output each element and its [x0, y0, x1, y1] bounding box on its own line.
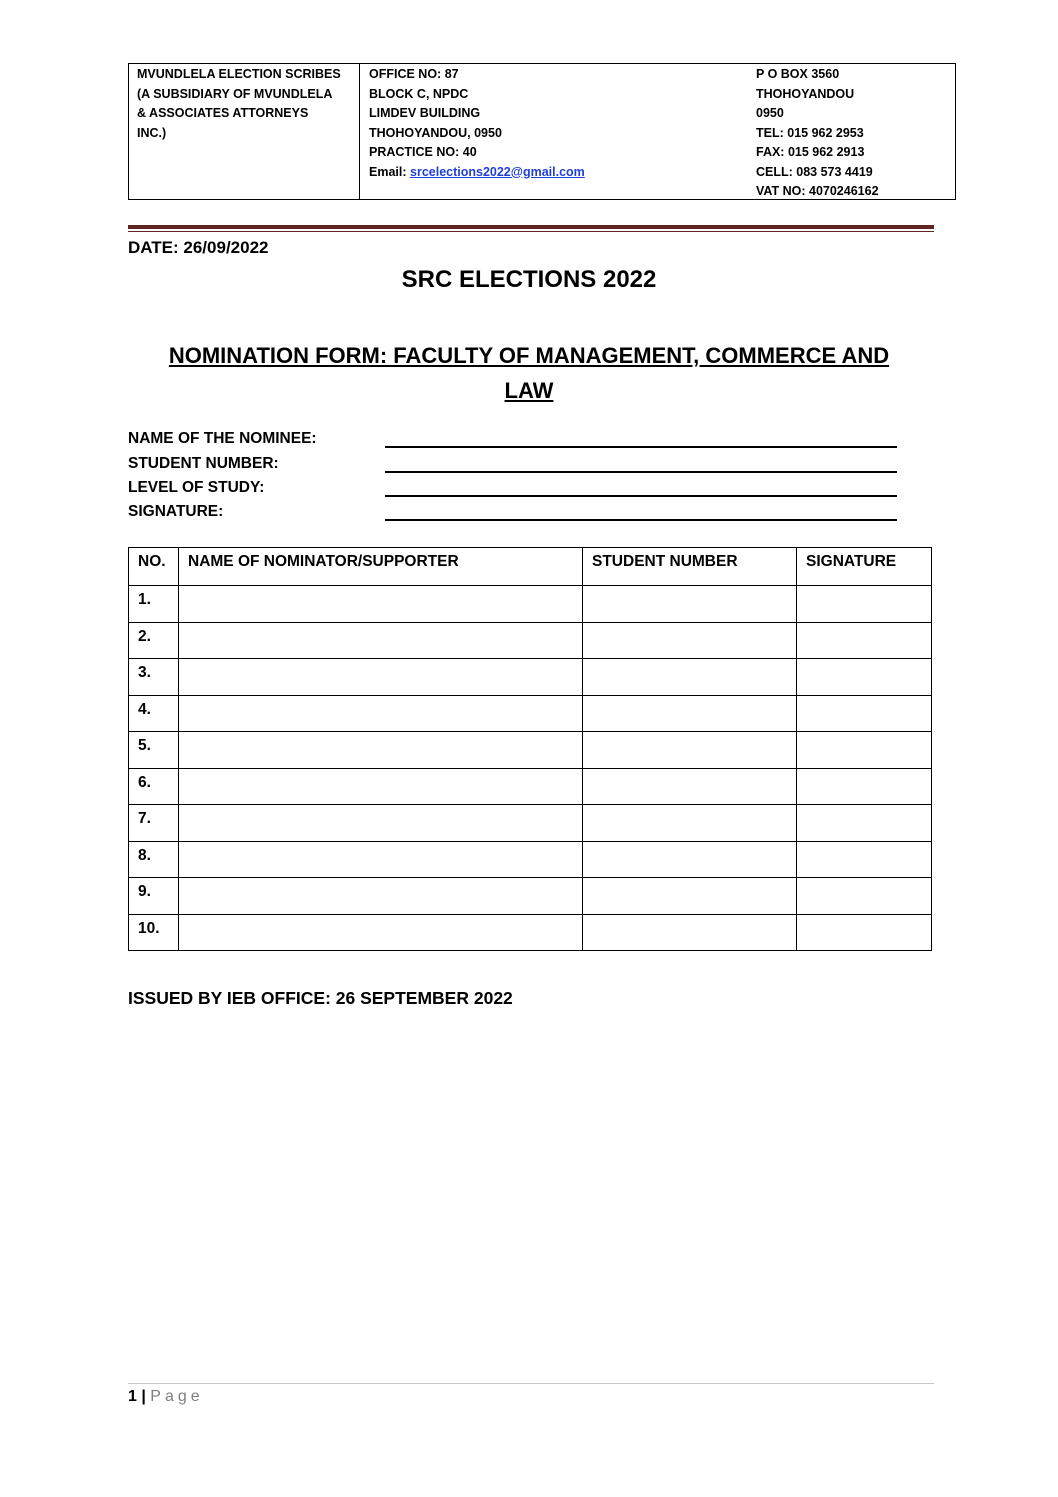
contact-line: P O BOX 3560: [756, 67, 840, 81]
row-number: 9.: [129, 878, 179, 915]
row-number: 10.: [129, 914, 179, 951]
row-number: 2.: [129, 622, 179, 659]
row-number: 6.: [129, 768, 179, 805]
row-number: 1.: [129, 586, 179, 623]
page-title: SRC ELECTIONS 2022: [401, 266, 657, 293]
supporter-signature-cell[interactable]: [797, 659, 932, 696]
table-row: [129, 914, 932, 951]
table-row: [129, 732, 932, 769]
supporter-name-cell[interactable]: [179, 622, 583, 659]
row-number: 8.: [129, 841, 179, 878]
letterhead-company: [137, 65, 341, 143]
nominee-name-label: NAME OF THE NOMINEE:: [128, 430, 317, 447]
table-row: [129, 622, 932, 659]
header-name: NAME OF NOMINATOR/SUPPORTER: [179, 548, 583, 586]
supporter-student-number-cell[interactable]: [583, 659, 797, 696]
document-date: DATE: 26/09/2022: [128, 238, 269, 257]
table-row: [129, 841, 932, 878]
table-row: [129, 805, 932, 842]
contact-line: 0950: [756, 106, 784, 120]
supporter-name-cell[interactable]: [179, 768, 583, 805]
supporter-signature-cell[interactable]: [797, 586, 932, 623]
email-label: Email:: [369, 164, 410, 179]
company-line: INC.): [137, 125, 167, 140]
supporter-name-cell[interactable]: [179, 805, 583, 842]
letterhead-contact: [756, 65, 879, 202]
email-line: [369, 163, 585, 183]
contact-line: TEL: 015 962 2953: [756, 125, 864, 140]
company-line: & ASSOCIATES ATTORNEYS: [137, 106, 309, 120]
row-number: 5.: [129, 732, 179, 769]
signature-label: SIGNATURE:: [128, 503, 224, 520]
supporter-student-number-cell[interactable]: [583, 768, 797, 805]
contact-line: FAX: 015 962 2913: [756, 145, 865, 159]
supporter-name-cell[interactable]: [179, 914, 583, 951]
letterhead-divider: [359, 63, 360, 200]
page-word: Page: [150, 1388, 204, 1405]
signature-field[interactable]: [385, 519, 897, 521]
table-row: [129, 878, 932, 915]
header-rule-thick: [128, 225, 934, 229]
page-number: 1: [128, 1388, 137, 1405]
header-signature: SIGNATURE: [797, 548, 932, 586]
header-no: NO.: [129, 548, 179, 586]
supporter-student-number-cell[interactable]: [583, 841, 797, 878]
supporter-signature-cell[interactable]: [797, 732, 932, 769]
supporter-name-cell[interactable]: [179, 878, 583, 915]
student-number-label: STUDENT NUMBER:: [128, 455, 279, 472]
supporters-table: [128, 547, 932, 951]
contact-line: THOHOYANDOU: [756, 86, 855, 101]
office-line: PRACTICE NO: 40: [369, 145, 477, 159]
contact-line: CELL: 083 573 4419: [756, 164, 873, 179]
supporter-signature-cell[interactable]: [797, 695, 932, 732]
table-row: [129, 695, 932, 732]
supporter-student-number-cell[interactable]: [583, 695, 797, 732]
supporter-signature-cell[interactable]: [797, 768, 932, 805]
supporter-student-number-cell[interactable]: [583, 805, 797, 842]
supporter-signature-cell[interactable]: [797, 805, 932, 842]
supporter-signature-cell[interactable]: [797, 914, 932, 951]
issued-by-note: ISSUED BY IEB OFFICE: 26 SEPTEMBER 2022: [128, 988, 513, 1008]
email-link[interactable]: srcelections2022@gmail.com: [410, 164, 585, 179]
supporter-name-cell[interactable]: [179, 841, 583, 878]
row-number: 4.: [129, 695, 179, 732]
supporter-student-number-cell[interactable]: [583, 622, 797, 659]
page-footer: [128, 1388, 204, 1406]
student-number-field[interactable]: [385, 471, 897, 473]
supporter-signature-cell[interactable]: [797, 622, 932, 659]
company-line: MVUNDLELA ELECTION SCRIBES: [137, 67, 341, 81]
header-student-number: STUDENT NUMBER: [583, 548, 797, 586]
supporter-signature-cell[interactable]: [797, 841, 932, 878]
footer-separator: |: [141, 1388, 146, 1405]
row-number: 3.: [129, 659, 179, 696]
level-of-study-label: LEVEL OF STUDY:: [128, 479, 265, 496]
header-rule-thin: [128, 231, 934, 232]
form-title: NOMINATION FORM: FACULTY OF MANAGEMENT, COMMERCE AND LAW: [168, 343, 890, 403]
supporter-name-cell[interactable]: [179, 732, 583, 769]
contact-line: VAT NO: 4070246162: [756, 184, 879, 198]
footer-rule: [128, 1383, 934, 1384]
office-line: OFFICE NO: 87: [369, 67, 459, 81]
supporter-student-number-cell[interactable]: [583, 914, 797, 951]
letterhead-office: [369, 65, 585, 182]
supporter-student-number-cell[interactable]: [583, 586, 797, 623]
supporter-name-cell[interactable]: [179, 695, 583, 732]
office-line: BLOCK C, NPDC: [369, 86, 469, 101]
level-of-study-field[interactable]: [385, 495, 897, 497]
nominee-name-field[interactable]: [385, 446, 897, 448]
table-row: [129, 768, 932, 805]
company-line: (A SUBSIDIARY OF MVUNDLELA: [137, 86, 333, 101]
supporter-student-number-cell[interactable]: [583, 878, 797, 915]
supporter-signature-cell[interactable]: [797, 878, 932, 915]
supporter-name-cell[interactable]: [179, 659, 583, 696]
office-line: THOHOYANDOU, 0950: [369, 125, 502, 140]
table-row: [129, 586, 932, 623]
office-line: LIMDEV BUILDING: [369, 106, 481, 120]
row-number: 7.: [129, 805, 179, 842]
supporter-name-cell[interactable]: [179, 586, 583, 623]
supporter-student-number-cell[interactable]: [583, 732, 797, 769]
table-header-row: [129, 548, 932, 586]
table-row: [129, 659, 932, 696]
